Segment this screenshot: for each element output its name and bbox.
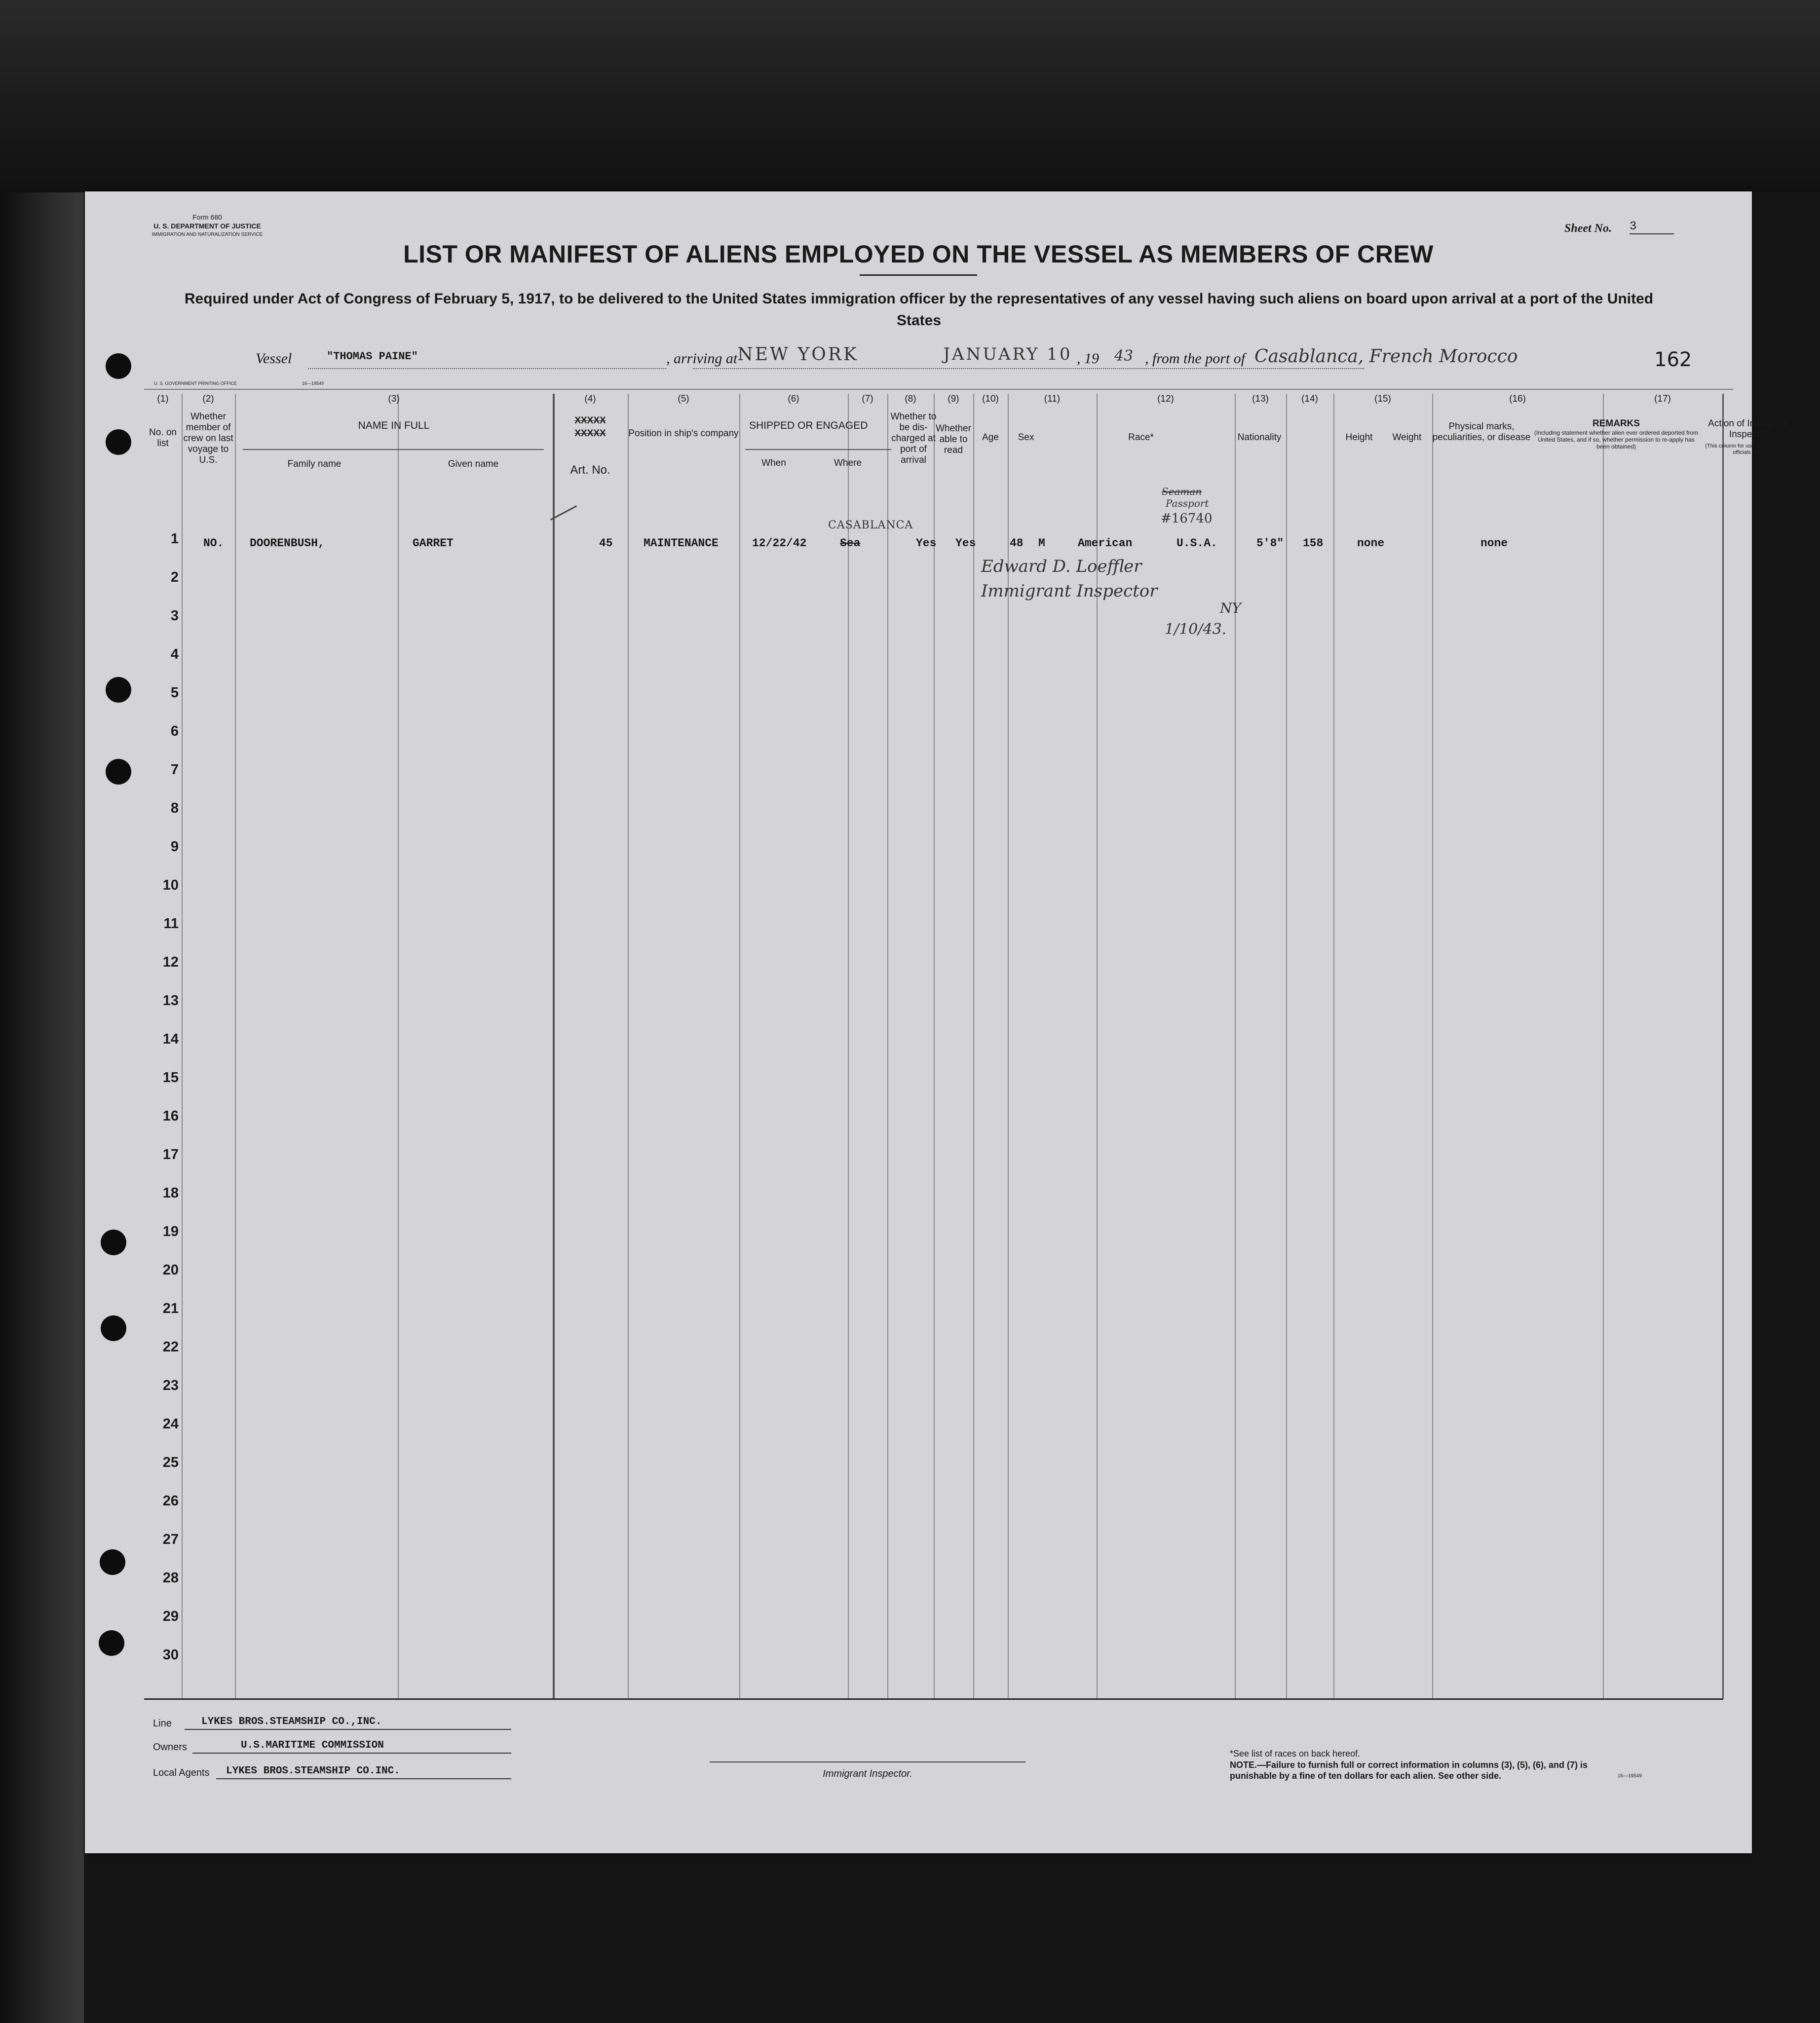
row-number: 23 bbox=[162, 1378, 179, 1393]
inspector-title: Immigrant Inspector bbox=[981, 581, 1158, 601]
row-number: 25 bbox=[162, 1455, 179, 1470]
column-number: (12) bbox=[1157, 394, 1174, 404]
column-number: (4) bbox=[584, 394, 596, 404]
row-number: 5 bbox=[170, 685, 179, 701]
row-number: 15 bbox=[162, 1070, 179, 1086]
column-rule bbox=[1235, 394, 1236, 1698]
arrival-year: 43 bbox=[1114, 347, 1134, 365]
inspector-signature-line bbox=[710, 1761, 1025, 1762]
given-name-cell: GARRET bbox=[413, 537, 454, 550]
nationality-note: #16740 bbox=[1161, 511, 1213, 526]
column-rule bbox=[1286, 394, 1287, 1698]
scan-background-left bbox=[0, 192, 84, 2023]
row-number: 27 bbox=[162, 1532, 179, 1547]
row-number: 8 bbox=[170, 800, 179, 816]
punch-hole bbox=[100, 1549, 125, 1575]
column-number: (3) bbox=[388, 394, 400, 404]
line-value: LYKES BROS.STEAMSHIP CO.,INC. bbox=[201, 1716, 382, 1727]
page-number: 162 bbox=[1654, 348, 1692, 371]
row-number: 20 bbox=[162, 1262, 179, 1278]
column-rule bbox=[739, 394, 740, 1698]
department-name: U. S. DEPARTMENT OF JUSTICE bbox=[153, 222, 261, 230]
column-heading: Weight bbox=[1392, 432, 1422, 443]
row-number: 18 bbox=[162, 1185, 179, 1201]
column-heading: Position in ship's company bbox=[628, 428, 739, 439]
form-number: Form 680 bbox=[192, 213, 222, 221]
header-rule bbox=[144, 389, 1733, 390]
family-name-cell: DOORENBUSH, bbox=[250, 537, 325, 550]
inspector-signature: Edward D. Loeffler bbox=[981, 557, 1142, 576]
column-heading-struck: XXXXX bbox=[574, 428, 606, 439]
column-rule bbox=[235, 394, 236, 1698]
sex-cell: M bbox=[1038, 537, 1045, 550]
footer-rule bbox=[144, 1698, 1723, 1700]
column-heading: Race* bbox=[1128, 432, 1154, 443]
column-rule bbox=[934, 394, 935, 1698]
able-to-read-cell: Yes bbox=[955, 537, 976, 550]
column-heading: Whether member of crew on last voyage to U.S. bbox=[183, 412, 233, 465]
column-number: (16) bbox=[1509, 394, 1526, 404]
column-number: (17) bbox=[1654, 394, 1671, 404]
race-cell: American bbox=[1078, 537, 1133, 550]
row-number: 30 bbox=[162, 1647, 179, 1663]
row-number: 10 bbox=[162, 877, 179, 893]
inspection-date: 1/10/43. bbox=[1165, 621, 1227, 638]
column-rule bbox=[1722, 394, 1724, 1698]
footer-code: 16—19549 bbox=[1618, 1773, 1642, 1779]
agents-label: Local Agents bbox=[153, 1767, 210, 1778]
arriving-label: , arriving at bbox=[666, 350, 738, 367]
row-number: 22 bbox=[162, 1339, 179, 1355]
column-heading: Age bbox=[982, 432, 999, 443]
sheet-label: Sheet No. bbox=[1564, 222, 1612, 235]
discharged-cell: Yes bbox=[916, 537, 937, 550]
punch-hole bbox=[106, 677, 131, 703]
column-rule bbox=[628, 394, 629, 1698]
row-number: 29 bbox=[162, 1609, 179, 1624]
form-title: LIST OR MANIFEST OF ALIENS EMPLOYED ON THE VESSEL AS MEMBERS OF CREW bbox=[403, 240, 1434, 268]
column-heading: NAME IN FULL bbox=[358, 420, 430, 431]
column-heading: Action of Immigrant Inspector bbox=[1708, 418, 1789, 440]
row-number: 26 bbox=[162, 1493, 179, 1509]
weight-cell: 158 bbox=[1303, 537, 1324, 550]
column-note: (This column for use of Government officials only) bbox=[1705, 443, 1792, 455]
column-subheading: Family name bbox=[287, 459, 341, 469]
punch-hole bbox=[101, 1315, 126, 1341]
column-subheading: Given name bbox=[448, 459, 499, 469]
column-number: (7) bbox=[862, 394, 873, 404]
vessel-name: "THOMAS PAINE" bbox=[327, 350, 418, 363]
punch-hole bbox=[106, 429, 131, 455]
column-heading: Sex bbox=[1018, 432, 1034, 443]
art-no-cell: 45 bbox=[599, 537, 613, 550]
row-number: 24 bbox=[162, 1416, 179, 1432]
owners-value: U.S.MARITIME COMMISSION bbox=[241, 1740, 384, 1751]
column-subheading: When bbox=[761, 458, 786, 468]
line-underline bbox=[185, 1729, 511, 1730]
inspector-label: Immigrant Inspector. bbox=[823, 1768, 912, 1779]
inspector-city: NY bbox=[1220, 600, 1241, 616]
column-number: (2) bbox=[202, 394, 214, 404]
column-heading: Nationality bbox=[1237, 432, 1282, 443]
column-rule bbox=[553, 394, 555, 1698]
column-heading: SHIPPED OR ENGAGED bbox=[749, 420, 868, 431]
crew-last-voyage-cell: NO. bbox=[203, 537, 224, 550]
column-number: (14) bbox=[1301, 394, 1318, 404]
column-heading: Whether able to read bbox=[936, 423, 971, 455]
manifest-sheet bbox=[85, 191, 1792, 1853]
column-rule bbox=[973, 394, 974, 1698]
remarks-cell: none bbox=[1480, 537, 1508, 550]
row-number: 13 bbox=[162, 993, 179, 1009]
owners-underline bbox=[192, 1753, 511, 1754]
row-number: 11 bbox=[163, 916, 179, 932]
row-number: 21 bbox=[162, 1301, 179, 1316]
row-number: 6 bbox=[170, 723, 179, 739]
column-note: (Including statement whether alien ever ordered deported from United States, and if so, whether permission to re-apply has been obtained) bbox=[1534, 429, 1699, 450]
row-number: 14 bbox=[162, 1031, 179, 1047]
title-rule bbox=[860, 274, 977, 276]
agents-value: LYKES BROS.STEAMSHIP CO.INC. bbox=[226, 1765, 400, 1777]
year-prefix: , 19 bbox=[1077, 350, 1099, 367]
name-heading-rule bbox=[243, 449, 544, 450]
row-number: 12 bbox=[162, 954, 179, 970]
column-rule bbox=[1432, 394, 1433, 1698]
from-label: , from the port of bbox=[1145, 350, 1246, 367]
column-rule bbox=[1333, 394, 1334, 1698]
punch-hole bbox=[106, 353, 131, 379]
column-heading: Height bbox=[1345, 432, 1373, 443]
column-heading: No. on list bbox=[149, 427, 177, 449]
column-number: (1) bbox=[157, 394, 169, 404]
row-number: 19 bbox=[162, 1224, 179, 1239]
column-rule bbox=[1603, 394, 1604, 1698]
column-number: (13) bbox=[1252, 394, 1269, 404]
nationality-note: Passport bbox=[1166, 497, 1209, 509]
form-subtitle: Required under Act of Congress of February 5, 1917, to be delivered to the United States immigration officer by the representatives of any vessel having such aliens on board upon arrival at a port of the United States bbox=[184, 291, 1654, 329]
column-heading-struck: XXXXX bbox=[574, 415, 606, 426]
punch-hole bbox=[106, 759, 131, 785]
punch-hole bbox=[101, 1230, 126, 1255]
vessel-label: Vessel bbox=[256, 350, 292, 367]
height-cell: 5'8" bbox=[1256, 537, 1284, 550]
arrival-underline bbox=[693, 368, 1364, 370]
column-rule bbox=[887, 394, 888, 1698]
position-cell: MAINTENANCE bbox=[644, 537, 719, 550]
row-number: 3 bbox=[170, 608, 179, 624]
column-subheading: Where bbox=[834, 458, 862, 468]
scan-background-top bbox=[0, 0, 1820, 192]
service-name: IMMIGRATION AND NATURALIZATION SERVICE bbox=[152, 232, 263, 237]
penalty-note: NOTE.—Failure to furnish full or correct information in columns (3), (5), (6), and (7) is punishable by a fine of ten dollars for each alien. See other side. bbox=[1230, 1760, 1588, 1781]
vessel-underline bbox=[308, 368, 666, 370]
arriving-port: NEW YORK bbox=[737, 344, 859, 365]
column-number: (11) bbox=[1044, 394, 1061, 404]
column-number: (9) bbox=[948, 394, 959, 404]
row-number: 16 bbox=[162, 1108, 179, 1124]
row-number: 4 bbox=[170, 646, 179, 662]
arrival-date: JANUARY 10 bbox=[943, 344, 1072, 364]
column-heading: Art. No. bbox=[570, 463, 610, 477]
physical-marks-cell: none bbox=[1357, 537, 1385, 550]
sheet-number: 3 bbox=[1630, 220, 1674, 234]
punch-hole bbox=[99, 1630, 124, 1656]
printing-office: U. S. GOVERNMENT PRINTING OFFICE bbox=[154, 381, 237, 386]
shipped-where-handwritten: CASABLANCA bbox=[828, 519, 913, 531]
column-heading: REMARKS bbox=[1592, 418, 1640, 429]
column-number: (10) bbox=[982, 394, 999, 404]
row-number: 7 bbox=[170, 762, 179, 778]
nationality-note: Seaman bbox=[1162, 486, 1202, 497]
column-rule bbox=[398, 394, 399, 1698]
row-number: 28 bbox=[162, 1570, 179, 1586]
owners-label: Owners bbox=[153, 1742, 187, 1753]
row-number: 17 bbox=[162, 1147, 179, 1162]
from-port: Casablanca, French Morocco bbox=[1254, 346, 1518, 367]
agents-underline bbox=[216, 1778, 511, 1779]
printing-code: 16—19549 bbox=[302, 381, 324, 386]
column-heading: Whether to be dis-charged at port of arrival bbox=[890, 412, 937, 465]
column-number: (8) bbox=[905, 394, 916, 404]
shipped-heading-rule bbox=[745, 449, 891, 450]
line-label: Line bbox=[153, 1718, 172, 1729]
column-heading: Physical marks, peculiarities, or disease bbox=[1432, 421, 1531, 443]
column-number: (5) bbox=[678, 394, 689, 404]
row-number: 2 bbox=[170, 569, 179, 585]
row-number: 9 bbox=[170, 839, 179, 855]
age-cell: 48 bbox=[1010, 537, 1024, 550]
column-rule bbox=[848, 394, 849, 1698]
shipped-when-cell: 12/22/42 bbox=[752, 537, 807, 550]
nationality-cell: U.S.A. bbox=[1176, 537, 1217, 550]
shipped-where-struck: Sea bbox=[840, 537, 861, 550]
column-rule bbox=[182, 394, 183, 1698]
column-number: (15) bbox=[1374, 394, 1391, 404]
column-number: (6) bbox=[788, 394, 799, 404]
row-number: 1 bbox=[170, 531, 179, 547]
races-note: *See list of races on back hereof. bbox=[1230, 1749, 1361, 1759]
